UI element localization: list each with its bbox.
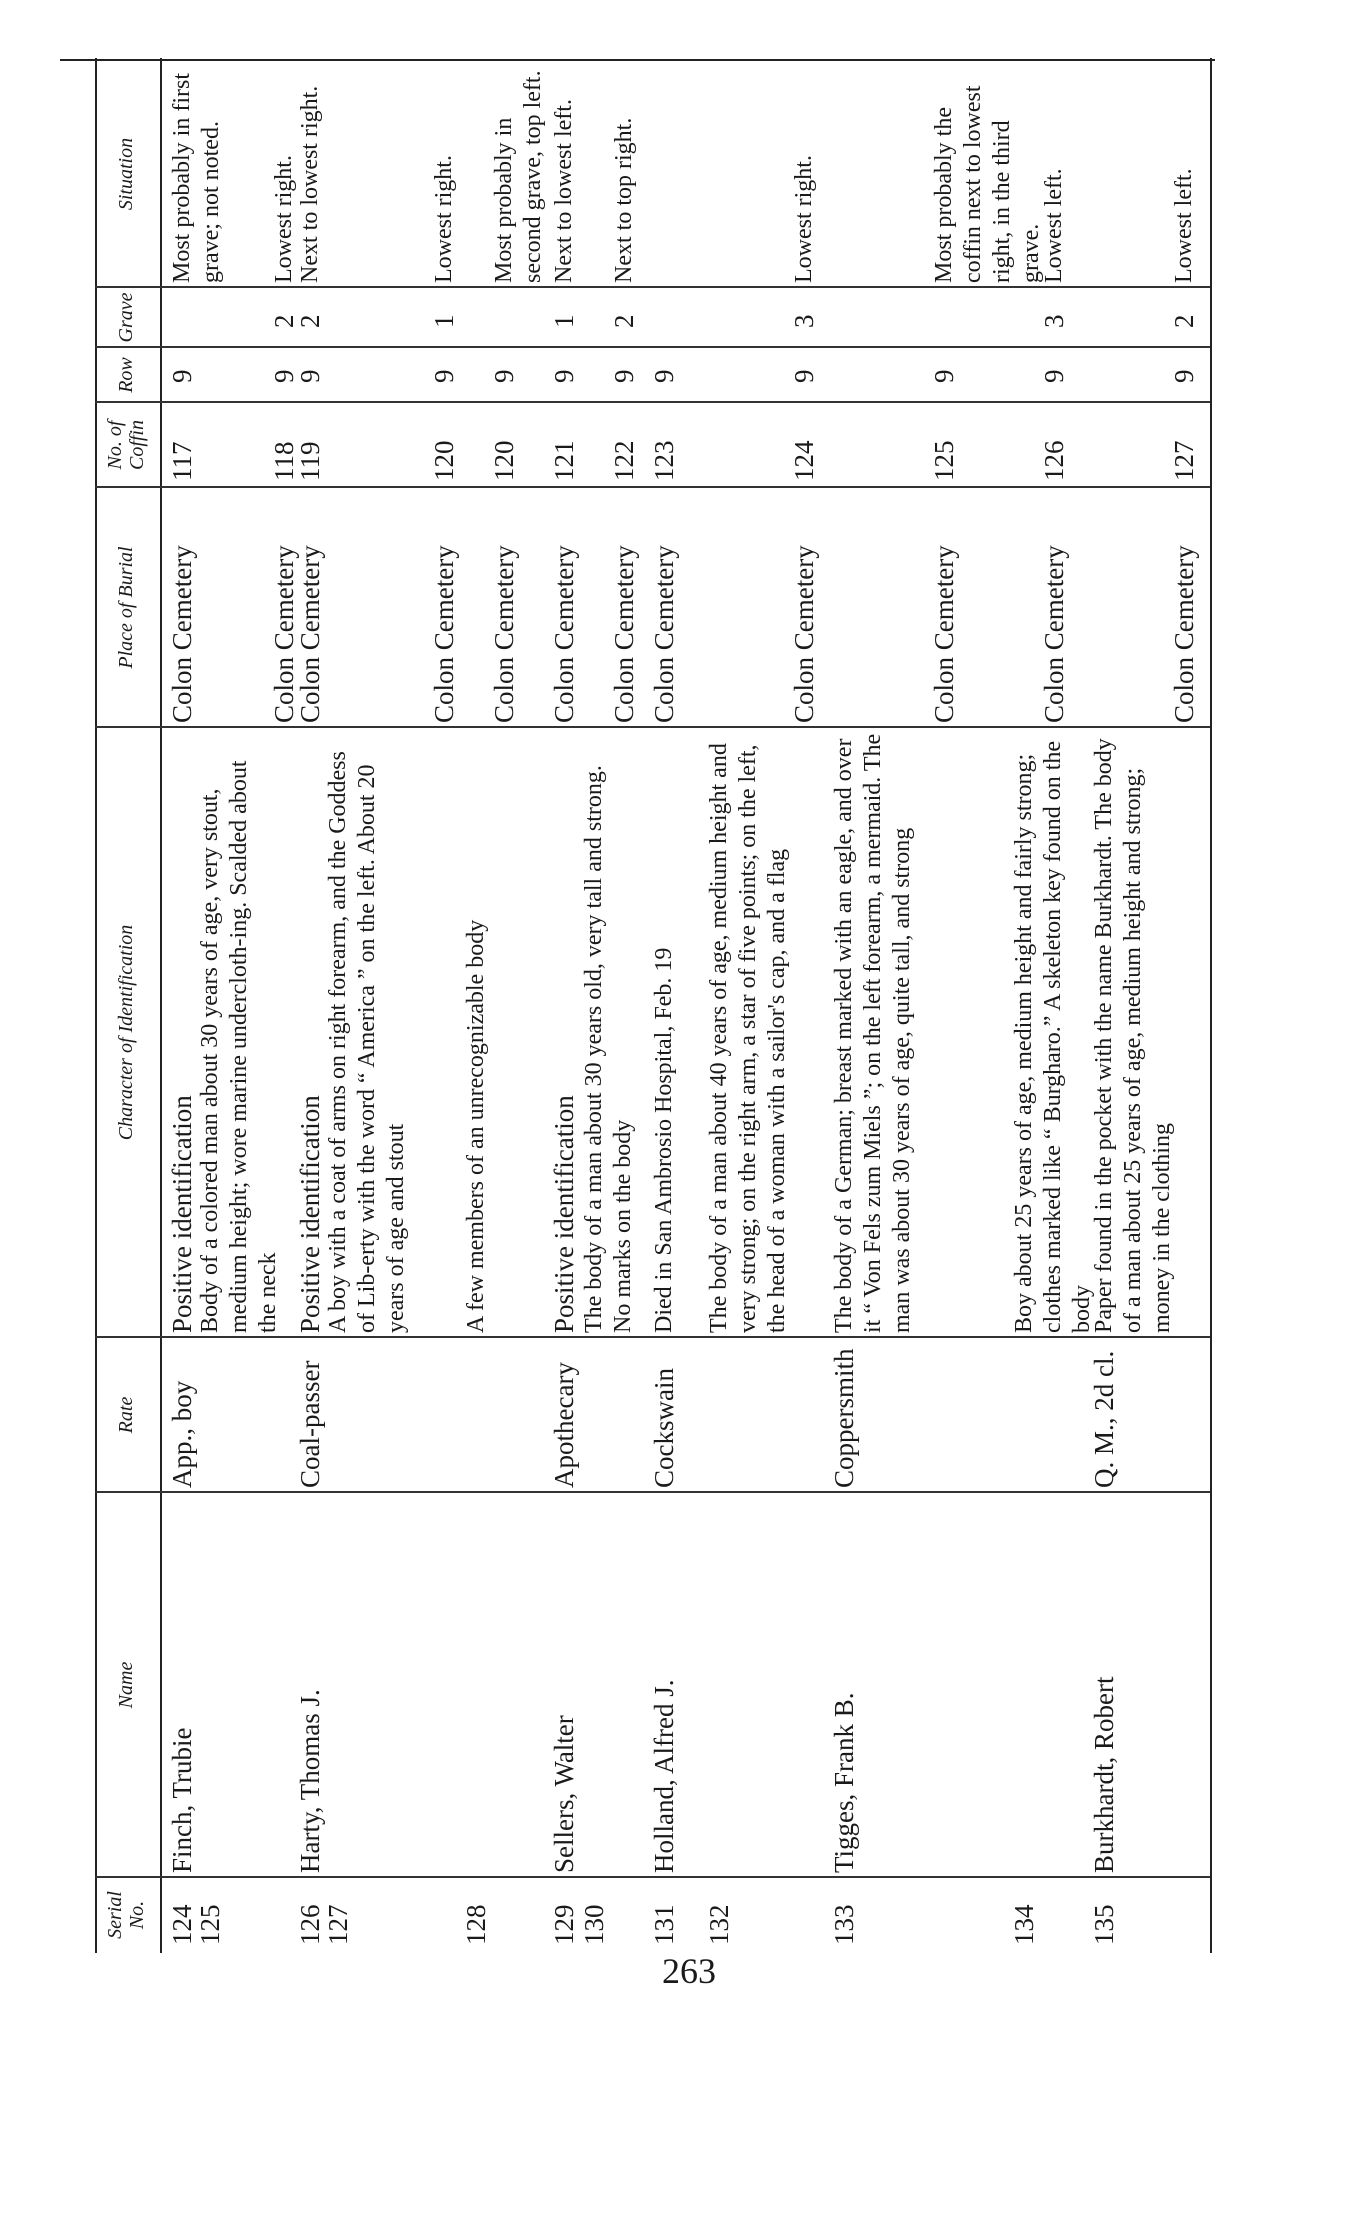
coffin-132: 124 (789, 440, 819, 481)
place-128: Colon Cemetery (489, 545, 519, 723)
ident-131: Died in San Ambrosio Hospital, Feb. 19 (651, 947, 677, 1333)
situation-132: Lowest right. (791, 155, 817, 283)
serial-134: 134 (1009, 1904, 1039, 1945)
situation-124: Most probably in first grave; not noted. (169, 73, 224, 283)
rate-126: Coal-passer (295, 1360, 325, 1488)
col-rule-rate (95, 1492, 1210, 1494)
col-rule-identification (95, 1337, 1210, 1339)
row-128: 9 (489, 369, 519, 383)
row-135: 9 (1169, 369, 1199, 383)
header-place: Place of Burial (115, 546, 137, 669)
header-situation: Situation (115, 137, 137, 211)
name-131: Holland, Alfred J. (649, 1679, 679, 1873)
row-130: 9 (609, 369, 639, 383)
rate-124: App., boy (167, 1380, 197, 1488)
header-rate: Rate (115, 1396, 137, 1434)
ident-130: The body of a man about 30 years old, very tall and strong. No marks on the body (581, 765, 636, 1333)
place-129: Colon Cemetery (549, 545, 579, 723)
place-124: Colon Cemetery (167, 545, 197, 723)
col-rule-grave (95, 347, 1210, 349)
row-124: 9 (167, 369, 197, 383)
situation-130: Next to top right. (611, 117, 637, 283)
row-126: 9 (295, 369, 325, 383)
place-130: Colon Cemetery (609, 545, 639, 723)
ident-124: Positive identification (167, 1095, 197, 1333)
row-127: 9 (429, 369, 459, 383)
coffin-130: 122 (609, 440, 639, 481)
row-125: 9 (269, 369, 299, 383)
ident-127: A boy with a coat of arms on right forearm, and the Goddess of Lib-erty with the word “ America ” on the left. About 20 years of age and stout (325, 751, 409, 1333)
situation-133: Most probably the coffin next to lowest right, in the third grave. (931, 85, 1044, 283)
coffin-124: 117 (167, 441, 197, 481)
situation-126: Next to lowest right. (297, 85, 323, 283)
serial-129: 129 (549, 1904, 579, 1945)
place-132: Colon Cemetery (789, 545, 819, 723)
header-coffin: No. of Coffin (104, 420, 148, 471)
name-135: Burkhardt, Robert (1089, 1676, 1119, 1873)
ident-134: Boy about 25 years of age, medium height and fairly strong; clothes marked like “ Burgharo.” A skeleton key found on the body (1011, 740, 1095, 1333)
right-rule (60, 59, 1215, 61)
coffin-135: 127 (1169, 440, 1199, 481)
coffin-129: 121 (549, 440, 579, 481)
row-133: 9 (929, 369, 959, 383)
ident-132: The body of a man about 40 years of age, medium height and very strong; on the right arm, a star of five points; on the left, the head of a woman with a sailor's cap, and a flag (706, 743, 790, 1333)
grave-130: 2 (609, 314, 639, 328)
ident-135: Paper found in the pocket with the name Burkhardt. The body of a man about 25 years of age, medium height and strong; money in the clothing (1091, 738, 1175, 1333)
header-identification: Character of Identification (115, 924, 137, 1141)
rate-135: Q. M., 2d cl. (1089, 1350, 1119, 1488)
serial-133: 133 (829, 1904, 859, 1945)
serial-132: 132 (704, 1904, 734, 1945)
grave-127: 1 (429, 314, 459, 328)
serial-124: 124 (167, 1904, 197, 1945)
header-row: Row (115, 357, 137, 393)
situation-134: Lowest left. (1041, 168, 1067, 283)
place-127: Colon Cemetery (429, 545, 459, 723)
situation-128: Most probably in second grave, top left. (491, 70, 546, 283)
place-135: Colon Cemetery (1169, 545, 1199, 723)
grave-134: 3 (1039, 314, 1069, 328)
col-rule-coffin (95, 487, 1210, 489)
serial-125: 125 (195, 1904, 225, 1945)
coffin-128: 120 (489, 440, 519, 481)
coffin-133: 125 (929, 440, 959, 481)
coffin-134: 126 (1039, 440, 1069, 481)
row-134: 9 (1039, 369, 1069, 383)
rate-133: Coppersmith (829, 1348, 859, 1488)
grave-135: 2 (1169, 314, 1199, 328)
coffin-125: 118 (269, 441, 299, 481)
row-129: 9 (549, 369, 579, 383)
coffin-126: 119 (295, 441, 325, 481)
name-124: Finch, Trubie (167, 1727, 197, 1873)
header-name: Name (115, 1661, 137, 1709)
row-132: 9 (789, 369, 819, 383)
coffin-127: 120 (429, 440, 459, 481)
grave-125: 2 (269, 314, 299, 328)
serial-127: 127 (323, 1904, 353, 1945)
place-133: Colon Cemetery (929, 545, 959, 723)
situation-135: Lowest left. (1171, 168, 1197, 283)
ident-126: Positive identification (295, 1095, 325, 1333)
grave-126: 2 (295, 314, 325, 328)
situation-127: Lowest right. (431, 155, 457, 283)
rate-129: Apothecary (549, 1362, 579, 1488)
place-131: Colon Cemetery (649, 545, 679, 723)
col-rule-name (95, 1877, 1210, 1879)
situation-125: Lowest right. (271, 155, 297, 283)
col-rule-row (95, 402, 1210, 404)
col-rule-place (95, 727, 1210, 729)
header-serial: Serial No. (104, 1891, 148, 1939)
page-number: 263 (662, 1951, 716, 1991)
place-125: Colon Cemetery (269, 545, 299, 723)
serial-135: 135 (1089, 1904, 1119, 1945)
ident-129: Positive identification (549, 1095, 579, 1333)
name-133: Tigges, Frank B. (829, 1692, 859, 1873)
serial-126: 126 (295, 1904, 325, 1945)
place-126: Colon Cemetery (295, 545, 325, 723)
rate-131: Cockswain (649, 1368, 679, 1488)
place-134: Colon Cemetery (1039, 545, 1069, 723)
row-131: 9 (649, 369, 679, 383)
header-grave: Grave (115, 292, 137, 343)
serial-131: 131 (649, 1904, 679, 1945)
bottom-rule (1210, 58, 1212, 1953)
ident-133: The body of a German; breast marked with an eagle, and over it “ Von Fels zum Miels ”; on the left forearm, a mermaid. The man was about 30 years of age, quite tall, and strong (831, 733, 915, 1333)
serial-130: 130 (579, 1904, 609, 1945)
ident-128: A few members of an unrecognizable body (463, 919, 489, 1333)
header-rule (160, 58, 162, 1953)
grave-132: 3 (789, 314, 819, 328)
situation-129: Next to lowest left. (551, 99, 577, 283)
serial-128: 128 (461, 1904, 491, 1945)
ident-125: Body of a colored man about 30 years of age, very stout, medium height; wore marine undercloth-ing. Scalded about the neck (197, 760, 281, 1333)
col-rule-situation (95, 287, 1210, 289)
name-129: Sellers, Walter (549, 1715, 579, 1873)
grave-129: 1 (549, 314, 579, 328)
name-126: Harty, Thomas J. (295, 1689, 325, 1873)
coffin-131: 123 (649, 440, 679, 481)
